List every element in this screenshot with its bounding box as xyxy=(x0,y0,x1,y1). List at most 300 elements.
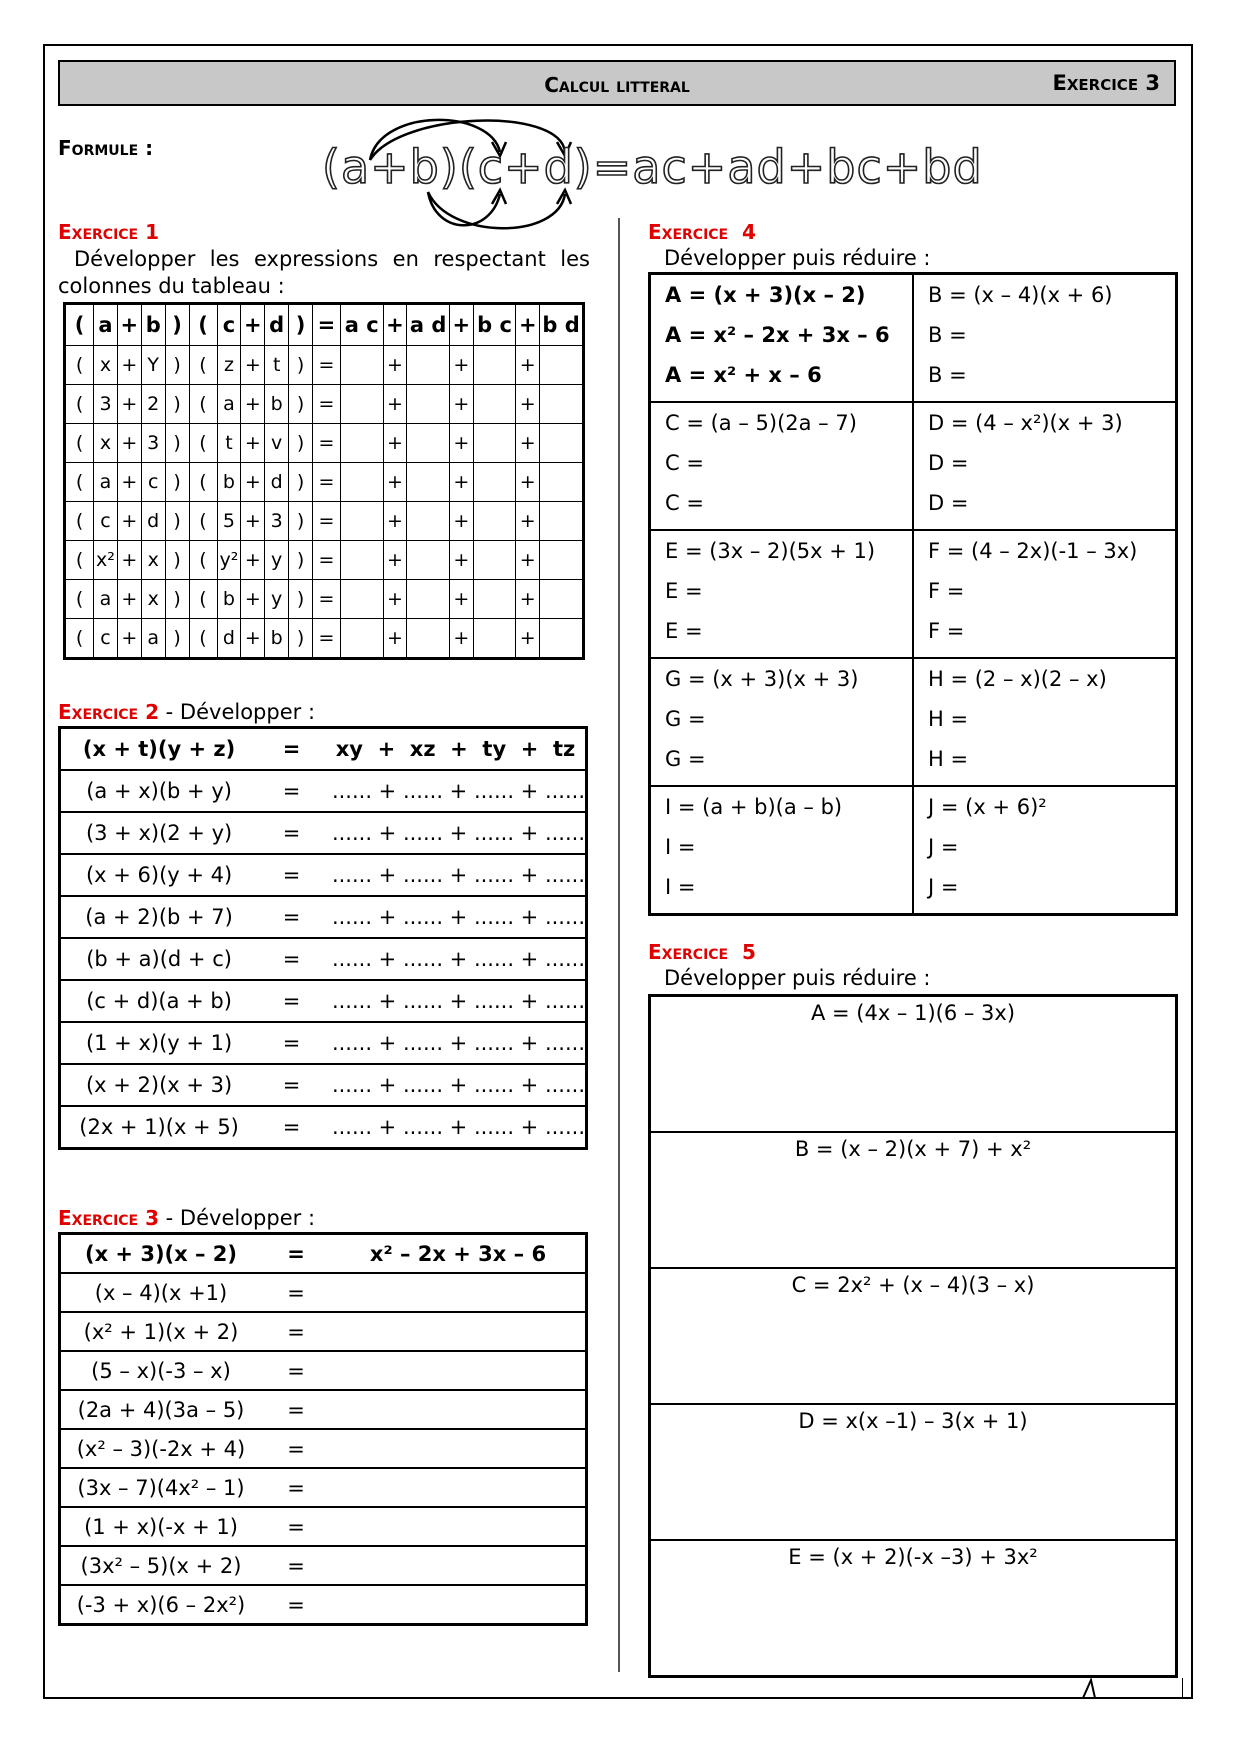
ex2-header-expr: (x + t)(y + z) xyxy=(60,728,258,771)
ex2-expr: (a + 2)(b + 7) xyxy=(60,896,258,938)
ex2-blank: ...... + ...... + ...... + ...... xyxy=(326,896,587,938)
ex1-cell: + xyxy=(383,346,407,385)
ex1-row xyxy=(65,424,584,463)
ex2-blank: ...... + ...... + ...... + ...... xyxy=(326,1064,587,1106)
ex2-expr: (c + d)(a + b) xyxy=(60,980,258,1022)
ex3-answer xyxy=(331,1273,587,1312)
ex1-row xyxy=(65,580,584,619)
ex1-cell xyxy=(340,346,383,385)
ex2-row xyxy=(60,1106,587,1149)
ex1-cell: + xyxy=(117,346,141,385)
ex1-header-cell: a xyxy=(94,304,118,346)
ex2-header-row xyxy=(60,728,587,771)
ex1-cell: + xyxy=(383,502,407,541)
ex1-cell: ) xyxy=(165,541,189,580)
ex2-expr: (2x + 1)(x + 5) xyxy=(60,1106,258,1149)
ex1-table xyxy=(63,302,585,660)
ex3-answer xyxy=(331,1585,587,1625)
ex1-cell: + xyxy=(516,424,540,463)
ex5-expr: B = (x – 2)(x + 7) + x² xyxy=(650,1132,1177,1268)
ex1-cell: c xyxy=(141,463,165,502)
ex3-eq: = xyxy=(261,1390,331,1429)
ex1-cell: ) xyxy=(165,580,189,619)
ex1-row xyxy=(65,541,584,580)
ex5-row xyxy=(650,1540,1177,1677)
ex1-cell xyxy=(407,619,450,659)
ex4-cell xyxy=(650,786,914,915)
ex1-cell: t xyxy=(265,346,289,385)
ex3-answer xyxy=(331,1507,587,1546)
ex1-cell: + xyxy=(449,463,473,502)
ex1-cell xyxy=(407,541,450,580)
ex1-cell: = xyxy=(312,502,340,541)
ex2-expr: (b + a)(d + c) xyxy=(60,938,258,980)
ex3-eq: = xyxy=(261,1429,331,1468)
ex1-cell: + xyxy=(516,541,540,580)
ex1-header-cell: a c xyxy=(340,304,383,346)
ex4-line: H = xyxy=(928,747,969,771)
ex4-instruction: Développer puis réduire : xyxy=(664,246,931,270)
ex1-cell: + xyxy=(449,424,473,463)
ex1-cell: 2 xyxy=(141,385,165,424)
ex1-header-cell: d xyxy=(265,304,289,346)
ex1-cell: x xyxy=(94,346,118,385)
ex3-eq: = xyxy=(261,1468,331,1507)
ex3-row xyxy=(60,1468,587,1507)
ex2-blank: ...... + ...... + ...... + ...... xyxy=(326,854,587,896)
ex2-eq: = xyxy=(257,770,326,812)
ex4-line: C = (a – 5)(2a – 7) xyxy=(665,411,857,435)
ex1-cell: Y xyxy=(141,346,165,385)
ex2-eq: = xyxy=(257,854,326,896)
ex2-subtitle: - Développer : xyxy=(159,700,316,724)
ex3-header-row xyxy=(60,1234,587,1274)
ex1-cell: + xyxy=(516,502,540,541)
ex1-cell: a xyxy=(141,619,165,659)
ex1-cell: 5 xyxy=(217,502,241,541)
ex3-row xyxy=(60,1273,587,1312)
ex4-line: G = (x + 3)(x + 3) xyxy=(665,667,859,691)
ex1-cell: ) xyxy=(165,424,189,463)
ex4-line: F = xyxy=(928,579,965,603)
ex1-cell: 3 xyxy=(265,502,289,541)
ex1-cell: + xyxy=(383,580,407,619)
ex2-blank: ...... + ...... + ...... + ...... xyxy=(326,980,587,1022)
ex1-cell xyxy=(340,424,383,463)
ex1-cell: a xyxy=(94,463,118,502)
ex2-eq: = xyxy=(257,1064,326,1106)
ex4-line: G = xyxy=(665,747,706,771)
ex2-expr: (x + 6)(y + 4) xyxy=(60,854,258,896)
ex1-cell xyxy=(340,463,383,502)
ex1-cell: 3 xyxy=(94,385,118,424)
ex1-cell: ) xyxy=(289,385,313,424)
ex1-cell: + xyxy=(241,619,265,659)
ex1-cell: = xyxy=(312,619,340,659)
ex1-cell: ( xyxy=(65,385,94,424)
ex1-cell: y xyxy=(265,541,289,580)
ex1-cell: c xyxy=(94,502,118,541)
ex1-cell: ( xyxy=(65,619,94,659)
ex3-row xyxy=(60,1507,587,1546)
ex5-row xyxy=(650,1404,1177,1540)
ex3-eq: = xyxy=(261,1351,331,1390)
ex1-header-cell: + xyxy=(241,304,265,346)
ex3-expr: (2a + 4)(3a – 5) xyxy=(60,1390,262,1429)
ex1-cell: + xyxy=(516,346,540,385)
ex1-cell xyxy=(473,541,516,580)
ex4-line: B = (x – 4)(x + 6) xyxy=(928,283,1113,307)
ex1-cell: a xyxy=(94,580,118,619)
ex1-cell: + xyxy=(117,541,141,580)
ex3-table xyxy=(58,1232,588,1626)
ex1-cell xyxy=(473,463,516,502)
ex1-cell xyxy=(340,541,383,580)
ex1-cell: + xyxy=(383,619,407,659)
ex1-cell: ( xyxy=(189,463,217,502)
ex5-instruction: Développer puis réduire : xyxy=(664,966,931,990)
ex1-cell: ) xyxy=(165,346,189,385)
ex1-cell: ( xyxy=(65,346,94,385)
ex1-cell: ( xyxy=(65,463,94,502)
ex4-cell xyxy=(650,402,914,530)
ex2-expr: (1 + x)(y + 1) xyxy=(60,1022,258,1064)
ex2-header-result: xy + xz + ty + tz xyxy=(326,728,587,771)
ex1-cell: + xyxy=(449,541,473,580)
ex1-cell: + xyxy=(117,619,141,659)
ex2-row xyxy=(60,980,587,1022)
ex2-eq: = xyxy=(257,896,326,938)
page-title: Calcul litteral xyxy=(544,73,690,97)
ex1-cell: + xyxy=(241,580,265,619)
ex5-title xyxy=(648,940,756,964)
ex1-cell xyxy=(407,424,450,463)
ex1-header-cell: + xyxy=(117,304,141,346)
ex1-cell: ) xyxy=(165,502,189,541)
ex1-cell: y² xyxy=(217,541,241,580)
ex1-cell: ( xyxy=(189,619,217,659)
ex4-line: E = (3x – 2)(5x + 1) xyxy=(665,539,876,563)
ex1-cell: = xyxy=(312,385,340,424)
ex4-line: F = (4 – 2x)(-1 – 3x) xyxy=(928,539,1138,563)
ex2-eq: = xyxy=(257,938,326,980)
ex3-row xyxy=(60,1546,587,1585)
ex3-expr: (5 – x)(-3 – x) xyxy=(60,1351,262,1390)
ex1-cell: a xyxy=(217,385,241,424)
ex3-expr: (3x² – 5)(x + 2) xyxy=(60,1546,262,1585)
ex3-eq: = xyxy=(261,1546,331,1585)
ex1-cell: + xyxy=(117,580,141,619)
ex2-title-text: Exercice 2 xyxy=(58,700,159,724)
ex4-row xyxy=(650,274,1177,403)
ex2-row xyxy=(60,770,587,812)
ex1-row xyxy=(65,385,584,424)
ex1-header-cell: + xyxy=(449,304,473,346)
ex2-eq: = xyxy=(257,980,326,1022)
ex1-cell: ( xyxy=(189,346,217,385)
ex4-line: D = xyxy=(928,451,969,475)
ex1-row xyxy=(65,502,584,541)
ex1-row xyxy=(65,463,584,502)
ex1-cell xyxy=(407,385,450,424)
ex3-answer xyxy=(331,1312,587,1351)
ex4-row xyxy=(650,786,1177,915)
ex3-subtitle: - Développer : xyxy=(159,1206,316,1230)
ex1-cell: + xyxy=(117,463,141,502)
ex1-cell: + xyxy=(383,385,407,424)
ex1-cell xyxy=(407,502,450,541)
ex3-expr: (x² + 1)(x + 2) xyxy=(60,1312,262,1351)
ex1-cell: + xyxy=(241,424,265,463)
ex1-cell: y xyxy=(265,580,289,619)
ex1-cell xyxy=(540,463,584,502)
ex3-answer xyxy=(331,1468,587,1507)
ex1-cell xyxy=(473,346,516,385)
ex1-cell: ) xyxy=(289,541,313,580)
ex1-header-cell: c xyxy=(217,304,241,346)
ex1-cell xyxy=(473,580,516,619)
ex1-cell: x xyxy=(141,580,165,619)
ex1-cell xyxy=(340,385,383,424)
ex1-cell: + xyxy=(383,424,407,463)
ex2-eq: = xyxy=(257,1022,326,1064)
ex2-eq: = xyxy=(257,1106,326,1149)
ex1-cell: ( xyxy=(189,385,217,424)
ex1-cell: + xyxy=(241,385,265,424)
ex1-cell xyxy=(540,580,584,619)
ex5-expr: D = x(x –1) – 3(x + 1) xyxy=(650,1404,1177,1540)
ex1-header-cell: ( xyxy=(65,304,94,346)
ex1-cell: + xyxy=(383,541,407,580)
ex1-cell: + xyxy=(241,346,265,385)
ex4-title xyxy=(648,220,756,244)
ex2-blank: ...... + ...... + ...... + ...... xyxy=(326,812,587,854)
ex4-line: A = x² + x – 6 xyxy=(665,363,822,387)
ex4-line: E = xyxy=(665,579,703,603)
ex1-header-cell: ) xyxy=(289,304,313,346)
ex1-cell: + xyxy=(516,385,540,424)
ex1-cell: c xyxy=(94,619,118,659)
column-divider xyxy=(618,218,620,1672)
ex1-cell: b xyxy=(265,619,289,659)
ex1-cell xyxy=(540,424,584,463)
ex1-cell: z xyxy=(217,346,241,385)
ex4-title-text: Exercice 4 xyxy=(648,220,756,244)
ex4-cell xyxy=(913,274,1177,403)
ex1-cell: + xyxy=(383,463,407,502)
ex1-cell: = xyxy=(312,580,340,619)
ex2-expr: (a + x)(b + y) xyxy=(60,770,258,812)
distributive-formula: (a+b)(c+d)=ac+ad+bc+bd xyxy=(322,140,983,194)
ex4-line: J = (x + 6)² xyxy=(928,795,1047,819)
ex5-expr: C = 2x² + (x – 4)(3 – x) xyxy=(650,1268,1177,1404)
ex4-cell xyxy=(650,658,914,786)
ex1-cell: b xyxy=(265,385,289,424)
ex1-cell xyxy=(540,346,584,385)
ex1-cell: = xyxy=(312,541,340,580)
ex4-cell xyxy=(650,274,914,403)
page-header xyxy=(58,60,1176,106)
ex3-row xyxy=(60,1390,587,1429)
ex1-cell xyxy=(340,619,383,659)
ex1-cell: + xyxy=(241,541,265,580)
ex4-row xyxy=(650,530,1177,658)
ex3-eq: = xyxy=(261,1585,331,1625)
ex1-row xyxy=(65,346,584,385)
ex1-cell: + xyxy=(449,580,473,619)
ex1-cell xyxy=(473,502,516,541)
ex3-row xyxy=(60,1351,587,1390)
ex1-cell xyxy=(540,502,584,541)
ex2-blank: ...... + ...... + ...... + ...... xyxy=(326,1022,587,1064)
ex1-cell xyxy=(540,619,584,659)
ex5-row xyxy=(650,1268,1177,1404)
ex1-cell: ) xyxy=(289,580,313,619)
ex1-row xyxy=(65,619,584,659)
ex4-row xyxy=(650,658,1177,786)
ex4-line: A = x² – 2x + 3x – 6 xyxy=(665,323,890,347)
ex3-header-eq: = xyxy=(261,1234,331,1274)
ex1-cell: ( xyxy=(189,541,217,580)
ex1-cell: ( xyxy=(65,502,94,541)
ex4-line: I = (a + b)(a – b) xyxy=(665,795,843,819)
ex1-cell: + xyxy=(516,619,540,659)
ex3-title xyxy=(58,1206,315,1230)
ex4-cell xyxy=(913,530,1177,658)
ex5-table xyxy=(648,994,1178,1678)
ex3-expr: (-3 + x)(6 – 2x²) xyxy=(60,1585,262,1625)
ex1-header-cell: a d xyxy=(407,304,450,346)
ex4-line: I = xyxy=(665,875,696,899)
ex5-row xyxy=(650,1132,1177,1268)
ex3-answer xyxy=(331,1546,587,1585)
ex3-eq: = xyxy=(261,1312,331,1351)
ex4-row xyxy=(650,402,1177,530)
ex4-line: D = (4 – x²)(x + 3) xyxy=(928,411,1123,435)
ex2-blank: ...... + ...... + ...... + ...... xyxy=(326,938,587,980)
ex4-line: H = (2 – x)(2 – x) xyxy=(928,667,1107,691)
ex5-expr: E = (x + 2)(-x –3) + 3x² xyxy=(650,1540,1177,1677)
ex3-expr: (3x – 7)(4x² – 1) xyxy=(60,1468,262,1507)
ex3-answer xyxy=(331,1390,587,1429)
ex2-expr: (3 + x)(2 + y) xyxy=(60,812,258,854)
ex1-cell: d xyxy=(141,502,165,541)
ex4-cell xyxy=(913,402,1177,530)
ex2-row xyxy=(60,896,587,938)
ex5-title-text: Exercice 5 xyxy=(648,940,756,964)
ex4-cell xyxy=(650,530,914,658)
ex1-cell xyxy=(340,502,383,541)
ex1-cell: + xyxy=(241,502,265,541)
ex1-header-cell: + xyxy=(516,304,540,346)
ex4-line: I = xyxy=(665,835,696,859)
ex3-expr: (x – 4)(x +1) xyxy=(60,1273,262,1312)
ex4-cell xyxy=(913,658,1177,786)
ex1-cell xyxy=(407,463,450,502)
ex3-header-result: x² – 2x + 3x – 6 xyxy=(331,1234,587,1274)
ex1-cell: ) xyxy=(289,619,313,659)
ex1-cell: b xyxy=(217,463,241,502)
ex1-cell: = xyxy=(312,463,340,502)
ex2-row xyxy=(60,854,587,896)
ex2-row xyxy=(60,1064,587,1106)
ex3-expr: (x² – 3)(-2x + 4) xyxy=(60,1429,262,1468)
ex1-cell xyxy=(407,580,450,619)
ex2-eq: = xyxy=(257,812,326,854)
ex1-cell xyxy=(473,424,516,463)
ex1-title-text: Exercice 1 xyxy=(58,220,159,244)
ex1-cell: ) xyxy=(165,619,189,659)
ex2-table xyxy=(58,726,588,1150)
ex1-cell: ) xyxy=(165,385,189,424)
ex4-line: C = xyxy=(665,491,704,515)
ex1-cell: x² xyxy=(94,541,118,580)
ex1-cell: 3 xyxy=(141,424,165,463)
ex1-cell: ( xyxy=(65,424,94,463)
ex1-cell: + xyxy=(516,580,540,619)
ex2-blank: ...... + ...... + ...... + ...... xyxy=(326,770,587,812)
ex1-cell: ) xyxy=(289,463,313,502)
ex2-blank: ...... + ...... + ...... + ...... xyxy=(326,1106,587,1149)
ex1-cell: + xyxy=(117,502,141,541)
ex1-cell: = xyxy=(312,424,340,463)
ex1-header-cell: + xyxy=(383,304,407,346)
ex1-cell xyxy=(540,541,584,580)
ex3-expr: (1 + x)(-x + 1) xyxy=(60,1507,262,1546)
ex1-cell: + xyxy=(449,619,473,659)
ex1-cell: + xyxy=(516,463,540,502)
ex3-title-text: Exercice 3 xyxy=(58,1206,159,1230)
ex1-cell: x xyxy=(94,424,118,463)
ex1-title xyxy=(58,220,159,244)
ex3-eq: = xyxy=(261,1273,331,1312)
ex5-expr: A = (4x – 1)(6 – 3x) xyxy=(650,996,1177,1133)
ex1-header-cell: b c xyxy=(473,304,516,346)
ex2-row xyxy=(60,1022,587,1064)
ex1-cell: + xyxy=(117,385,141,424)
ex1-header-row xyxy=(65,304,584,346)
ex1-header-cell: = xyxy=(312,304,340,346)
ex1-cell: + xyxy=(449,502,473,541)
ex3-header-expr: (x + 3)(x – 2) xyxy=(60,1234,262,1274)
ex1-cell: x xyxy=(141,541,165,580)
ex4-line: B = xyxy=(928,323,967,347)
ex2-row xyxy=(60,938,587,980)
ex3-row xyxy=(60,1585,587,1625)
ex1-cell: + xyxy=(449,385,473,424)
ex5-row xyxy=(650,996,1177,1133)
ex1-cell: v xyxy=(265,424,289,463)
ex2-expr: (x + 2)(x + 3) xyxy=(60,1064,258,1106)
ex2-row xyxy=(60,812,587,854)
ex1-cell: ( xyxy=(189,580,217,619)
ex3-row xyxy=(60,1312,587,1351)
ex1-cell: + xyxy=(241,463,265,502)
ex2-title xyxy=(58,700,315,724)
ex1-cell: ( xyxy=(65,541,94,580)
ex1-cell: ( xyxy=(189,502,217,541)
ex4-line: H = xyxy=(928,707,969,731)
ex1-cell: ) xyxy=(289,424,313,463)
page-corner-mark xyxy=(1055,1678,1183,1700)
ex1-cell: ) xyxy=(165,463,189,502)
ex1-cell xyxy=(407,346,450,385)
ex1-cell: + xyxy=(117,424,141,463)
ex3-answer xyxy=(331,1351,587,1390)
ex4-line: G = xyxy=(665,707,706,731)
ex1-header-cell: b xyxy=(141,304,165,346)
ex1-cell: ) xyxy=(289,346,313,385)
